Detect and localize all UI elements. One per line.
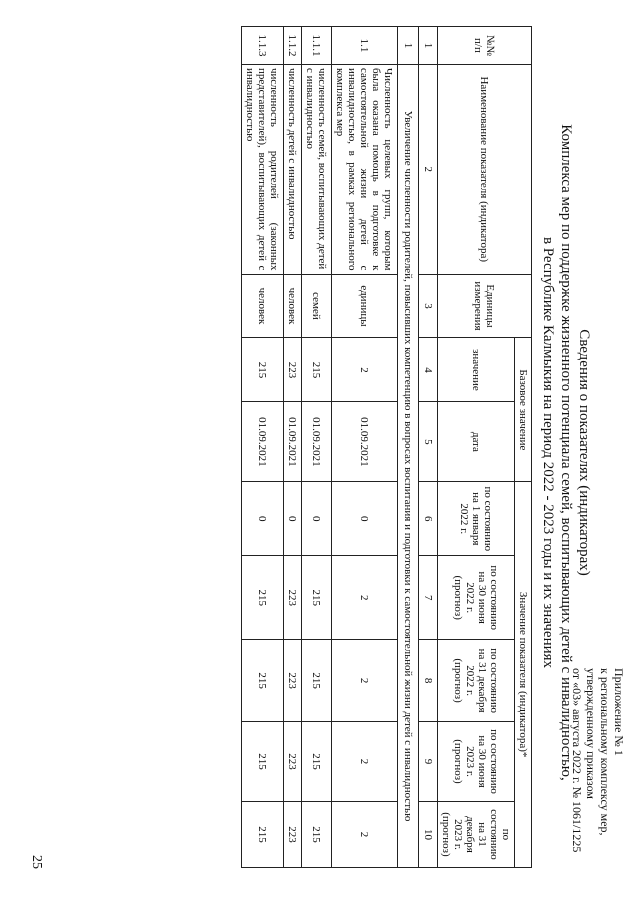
row-unit: человек bbox=[242, 274, 284, 338]
row-base-value: 223 bbox=[284, 338, 302, 402]
row-v4: 223 bbox=[284, 722, 302, 802]
header-base-date: дата bbox=[438, 402, 515, 482]
row-v2: 223 bbox=[284, 556, 302, 640]
row-unit: единицы bbox=[332, 274, 398, 338]
table-row bbox=[332, 27, 398, 868]
row-num: 1.1 bbox=[332, 27, 398, 65]
row-v5: 223 bbox=[284, 801, 302, 867]
column-number-row bbox=[419, 27, 438, 868]
row-base-value: 215 bbox=[302, 338, 332, 402]
appendix-line-2: к региональному комплексу мер, bbox=[598, 668, 612, 836]
row-num: 1.1.1 bbox=[302, 27, 332, 65]
indicators-table bbox=[241, 26, 532, 868]
row-v1: 0 bbox=[302, 482, 332, 556]
header-unit: Единицы измерения bbox=[438, 274, 532, 338]
column-number: 4 bbox=[419, 338, 438, 402]
header-v5: по состоянию на 31 декабря 2023 г. (прогноз) bbox=[438, 801, 515, 867]
appendix-line-4: от «03» августа 2022 г. № 1061/1225 bbox=[570, 668, 584, 853]
column-number: 2 bbox=[419, 64, 438, 274]
title-line-2: Комплекса мер по поддержке жизненного потенциала семей, воспитывающих детей с инвалидностью, bbox=[558, 124, 574, 781]
row-v3: 215 bbox=[242, 640, 284, 722]
appendix-line-3: утвержденному приказом bbox=[584, 668, 598, 799]
row-name: численность родителей (законных представителей), воспитывающих детей с инвалидностью bbox=[242, 64, 284, 274]
header-v1: по состоянию на 1 января 2022 г. bbox=[438, 482, 515, 556]
page-number: 25 bbox=[29, 855, 44, 869]
row-num: 1.1.3 bbox=[242, 27, 284, 65]
row-name: численность детей с инвалидностью bbox=[284, 64, 302, 274]
table-row bbox=[284, 27, 302, 868]
row-v4: 215 bbox=[302, 722, 332, 802]
title-line-3: в Республике Калмыкия на период 2022 - 2023 годы и их значениях bbox=[540, 236, 556, 669]
row-v1: 0 bbox=[332, 482, 398, 556]
table-row bbox=[242, 27, 284, 868]
row-v3: 223 bbox=[284, 640, 302, 722]
group-row bbox=[398, 27, 419, 868]
row-v5: 2 bbox=[332, 801, 398, 867]
row-base-date: 01.09.2021 bbox=[284, 402, 302, 482]
row-unit: человек bbox=[284, 274, 302, 338]
row-unit: семей bbox=[302, 274, 332, 338]
row-base-value: 2 bbox=[332, 338, 398, 402]
column-number: 8 bbox=[419, 640, 438, 722]
row-v2: 2 bbox=[332, 556, 398, 640]
row-v3: 215 bbox=[302, 640, 332, 722]
row-v5: 215 bbox=[302, 801, 332, 867]
appendix-line-1: Приложение № 1 bbox=[612, 668, 626, 756]
header-base-value: значение bbox=[438, 338, 515, 402]
header-num: №№ п/п bbox=[438, 27, 532, 65]
row-base-date: 01.09.2021 bbox=[302, 402, 332, 482]
column-number: 5 bbox=[419, 402, 438, 482]
row-num: 1.1.2 bbox=[284, 27, 302, 65]
row-v2: 215 bbox=[242, 556, 284, 640]
header-v3: по состоянию на 31 декабря 2022 г. (прогноз) bbox=[438, 640, 515, 722]
header-v2: по состоянию на 30 июня 2022 г. (прогноз) bbox=[438, 556, 515, 640]
row-name: численность семей, воспитывающих детей с инвалидностью bbox=[302, 64, 332, 274]
header-v4: по состоянию на 30 июня 2023 г. (прогноз) bbox=[438, 722, 515, 802]
row-name: Численность целевых групп, которым была оказана помощь в подготовке к самостоятельной жизни детей с инвалидностью, в рамках регионального комплекса мер bbox=[332, 64, 398, 274]
row-v2: 215 bbox=[302, 556, 332, 640]
row-v5: 215 bbox=[242, 801, 284, 867]
title-line-1: Сведения о показателях (индикаторах) bbox=[576, 329, 592, 576]
column-number: 3 bbox=[419, 274, 438, 338]
row-v1: 0 bbox=[284, 482, 302, 556]
table-row bbox=[302, 27, 332, 868]
column-number: 7 bbox=[419, 556, 438, 640]
column-number: 10 bbox=[419, 801, 438, 867]
header-row-1 bbox=[515, 27, 532, 868]
row-v4: 2 bbox=[332, 722, 398, 802]
column-number: 6 bbox=[419, 482, 438, 556]
row-base-value: 215 bbox=[242, 338, 284, 402]
row-v1: 0 bbox=[242, 482, 284, 556]
row-v4: 215 bbox=[242, 722, 284, 802]
column-number: 1 bbox=[419, 27, 438, 65]
row-v3: 2 bbox=[332, 640, 398, 722]
group-title: Увеличение численности родителей, повысивших компетенцию в вопросах воспитания и подготовки к самостоятельной жизни детей с инвалидностью bbox=[398, 64, 419, 867]
group-num: 1 bbox=[398, 27, 419, 65]
row-base-date: 01.09.2021 bbox=[242, 402, 284, 482]
header-values: Значение показателя (индикатора)* bbox=[515, 482, 532, 868]
header-name: Наименование показателя (индикатора) bbox=[438, 64, 532, 274]
column-number: 9 bbox=[419, 722, 438, 802]
row-base-date: 01.09.2021 bbox=[332, 402, 398, 482]
header-base: Базовое значение bbox=[515, 338, 532, 482]
